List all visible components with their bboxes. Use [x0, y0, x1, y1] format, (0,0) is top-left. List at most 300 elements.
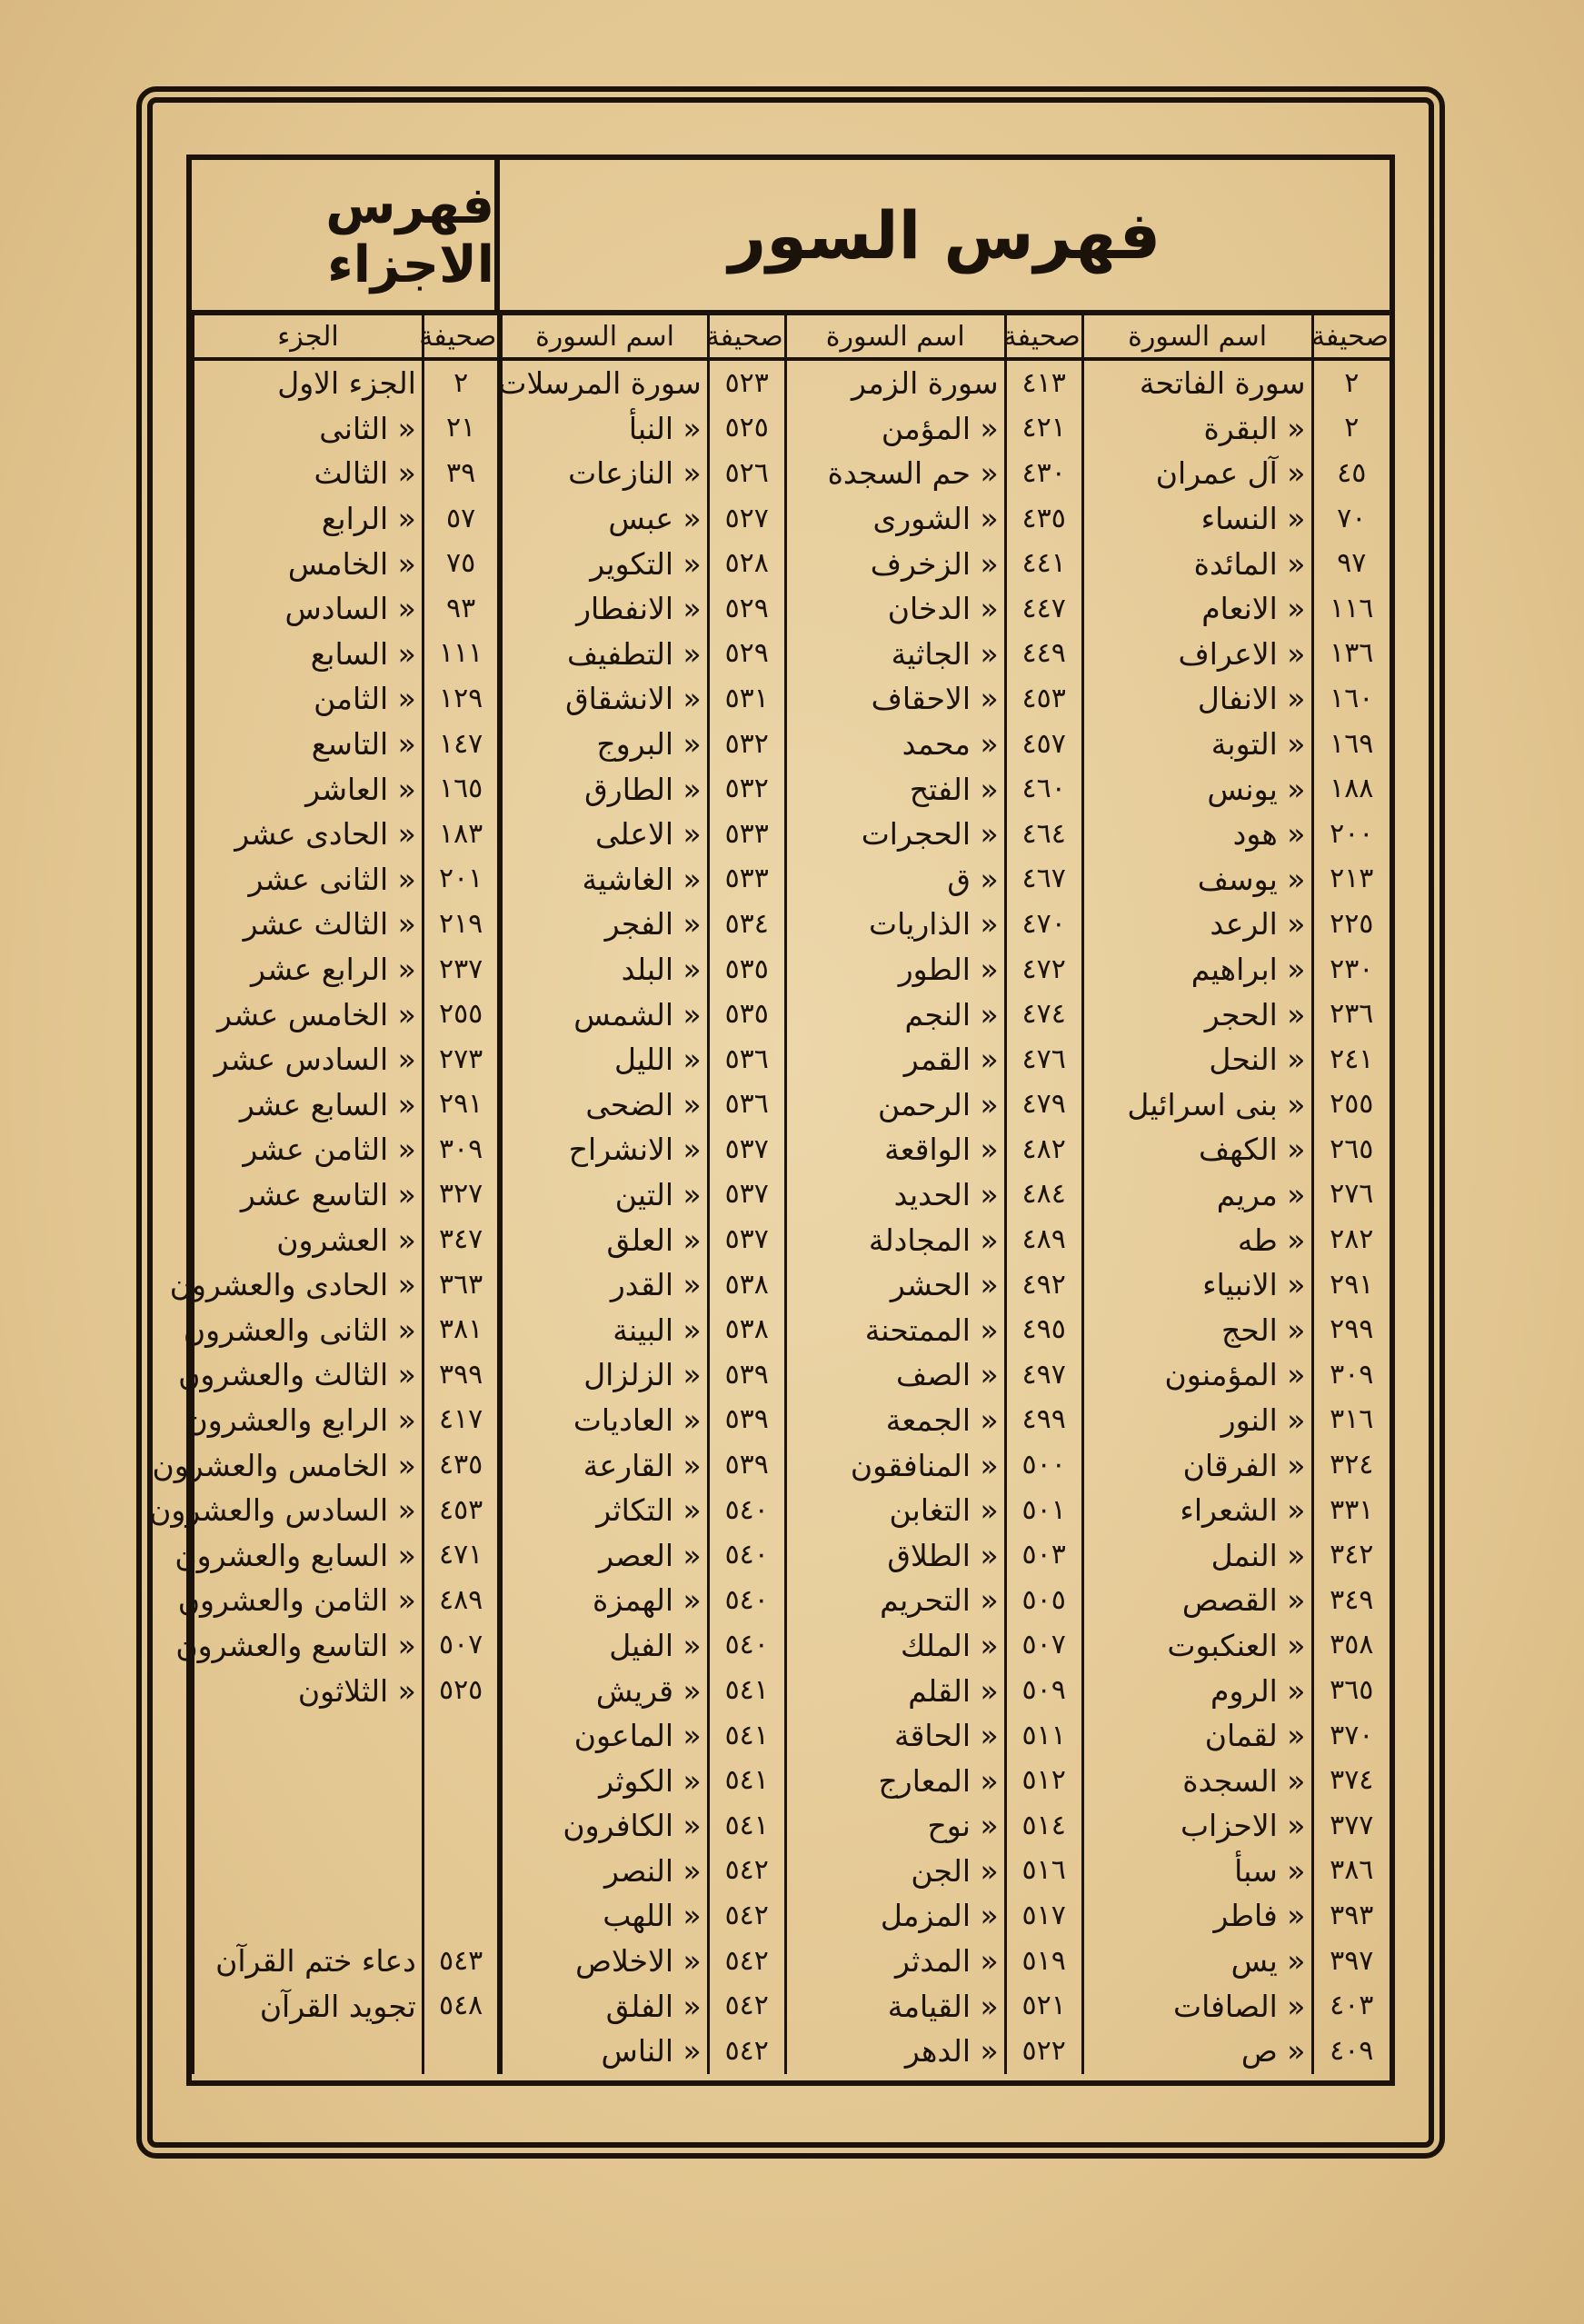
surah-name: « الاحقاف: [785, 676, 1005, 722]
juz-page: [423, 1758, 500, 1803]
surah-page: ٥٢٢: [1005, 2029, 1082, 2074]
surah-page: ٥٣٩: [708, 1352, 785, 1398]
surah-name: « الضحى: [500, 1082, 708, 1128]
surah-page: ٥٣٧: [708, 1217, 785, 1262]
juz-name: « السابع: [194, 632, 423, 677]
surah-name: « الروم: [1082, 1668, 1312, 1713]
surah-name: « المزمل: [785, 1893, 1005, 1939]
surah-name: « الصف: [785, 1352, 1005, 1398]
surah-name: « التكاثر: [500, 1488, 708, 1533]
surah-page: ٥٠١: [1005, 1488, 1082, 1533]
col-page-4: صحيفة: [423, 315, 500, 359]
surah-name: « نوح: [785, 1803, 1005, 1849]
table-row: [194, 902, 1390, 947]
juz-name: « الثانى: [194, 406, 423, 452]
surah-name: « الحشر: [785, 1262, 1005, 1308]
surah-page: ٥٣٢: [708, 766, 785, 812]
surah-page: ٥١١: [1005, 1713, 1082, 1759]
surah-page: ٤٢١: [1005, 406, 1082, 452]
table-row: [194, 722, 1390, 767]
juz-name: الجزء الاول: [194, 359, 423, 406]
surah-name: « عبس: [500, 496, 708, 542]
surah-page: ٣٦٥: [1312, 1668, 1390, 1713]
surah-page: ٥٣٨: [708, 1262, 785, 1308]
surah-page: ٢٢٥: [1312, 902, 1390, 947]
surah-page: ٥٠٧: [1005, 1623, 1082, 1669]
surah-name: « اللهب: [500, 1893, 708, 1939]
juz-page: ٣٢٧: [423, 1172, 500, 1218]
surah-name: « الواقعة: [785, 1127, 1005, 1172]
juz-page: ٥٤٨: [423, 1983, 500, 2029]
juz-name: « الثالث عشر: [194, 902, 423, 947]
juz-name: « السابع عشر: [194, 1082, 423, 1128]
table-row: [194, 1398, 1390, 1443]
surah-page: ٥١٢: [1005, 1758, 1082, 1803]
surah-page: ٩٧: [1312, 541, 1390, 586]
surah-name: « البلد: [500, 947, 708, 992]
surah-name: « القارعة: [500, 1442, 708, 1488]
surah-name: « الرعد: [1082, 902, 1312, 947]
surah-name: « المعارج: [785, 1758, 1005, 1803]
surah-name: « الرحمن: [785, 1082, 1005, 1128]
juz-name: [194, 1893, 423, 1939]
surah-name: « الشورى: [785, 496, 1005, 542]
surah-name: « النصر: [500, 1849, 708, 1894]
surah-page: ٥٢٣: [708, 359, 785, 406]
surah-name: « المدثر: [785, 1939, 1005, 1984]
table-row: [194, 1217, 1390, 1262]
surah-name: « الصافات: [1082, 1983, 1312, 2029]
surah-page: ٢٦٥: [1312, 1127, 1390, 1172]
table-row: [194, 1442, 1390, 1488]
surah-name: « السجدة: [1082, 1758, 1312, 1803]
surah-page: ٤٥٣: [1005, 676, 1082, 722]
surah-page: ٢٩١: [1312, 1262, 1390, 1308]
table-row: [194, 1668, 1390, 1713]
juz-name: « الثالث والعشرون: [194, 1352, 423, 1398]
surah-page: ٤٥: [1312, 451, 1390, 496]
surah-name: « التحريم: [785, 1578, 1005, 1623]
surah-page: ٥٣٧: [708, 1127, 785, 1172]
juz-page: ٢١: [423, 406, 500, 452]
surah-page: ٤٦٤: [1005, 812, 1082, 857]
table-row: [194, 992, 1390, 1037]
surah-name: « الاعلى: [500, 812, 708, 857]
surah-name: « القيامة: [785, 1983, 1005, 2029]
surah-name: « الطارق: [500, 766, 708, 812]
surah-page: ٥٠٣: [1005, 1532, 1082, 1578]
surah-page: ٥٣٣: [708, 857, 785, 903]
surah-name: « النمل: [1082, 1532, 1312, 1578]
surah-name: « النجم: [785, 992, 1005, 1037]
surah-name: « آل عمران: [1082, 451, 1312, 496]
surah-page: ٣١٦: [1312, 1398, 1390, 1443]
juz-index-title: فهرس الاجزاء: [325, 175, 494, 294]
juz-name: « العشرون: [194, 1217, 423, 1262]
juz-page: [423, 1713, 500, 1759]
juz-page: ٥٠٧: [423, 1623, 500, 1669]
surah-page: ٥٢٦: [708, 451, 785, 496]
juz-page: ٢: [423, 359, 500, 406]
surah-name: سورة الزمر: [785, 359, 1005, 406]
juz-name: « العاشر: [194, 766, 423, 812]
surah-name: « الانعام: [1082, 586, 1312, 632]
juz-page: ٣٦٣: [423, 1262, 500, 1308]
surah-page: ٤١٣: [1005, 359, 1082, 406]
surah-page: ٤٥٧: [1005, 722, 1082, 767]
surah-page: ٢٩٩: [1312, 1307, 1390, 1352]
index-frame: [149, 155, 1395, 2086]
juz-name: « الحادى والعشرون: [194, 1262, 423, 1308]
table-row: [194, 541, 1390, 586]
surah-name: « الانشراح: [500, 1127, 708, 1172]
surah-name: « الانبياء: [1082, 1262, 1312, 1308]
table-row: [194, 766, 1390, 812]
juz-page: ٢١٩: [423, 902, 500, 947]
surah-name: « النحل: [1082, 1037, 1312, 1082]
surah-name: « النازعات: [500, 451, 708, 496]
surah-page: ٤٨٩: [1005, 1217, 1082, 1262]
juz-page: ٧٥: [423, 541, 500, 586]
surah-page: ٢٤١: [1312, 1037, 1390, 1082]
juz-page: ٣٨١: [423, 1307, 500, 1352]
surah-name: « فاطر: [1082, 1893, 1312, 1939]
surah-page: ٤٠٩: [1312, 2029, 1390, 2074]
juz-page: ٣٩٩: [423, 1352, 500, 1398]
surah-name: « الانشقاق: [500, 676, 708, 722]
surah-name: « الحاقة: [785, 1713, 1005, 1759]
surah-name: « البروج: [500, 722, 708, 767]
surah-page: ٤٤٧: [1005, 586, 1082, 632]
surah-page: ٥٤٢: [708, 1939, 785, 1984]
surah-page: ٥٣٤: [708, 902, 785, 947]
surah-name: « محمد: [785, 722, 1005, 767]
juz-page: ٢٠١: [423, 857, 500, 903]
surah-name: « العلق: [500, 1217, 708, 1262]
col-juz: الجزء: [194, 315, 423, 359]
surah-page: ٢٧٦: [1312, 1172, 1390, 1218]
surah-name: « الطلاق: [785, 1532, 1005, 1578]
table-row: [194, 359, 1390, 406]
juz-name: تجويد القرآن: [194, 1983, 423, 2029]
surah-page: ٥٤١: [708, 1713, 785, 1759]
surah-page: ٤٧٠: [1005, 902, 1082, 947]
juz-name: « التاسع والعشرون: [194, 1623, 423, 1669]
table-row: [194, 406, 1390, 452]
surah-page: ٥٠٩: [1005, 1668, 1082, 1713]
surah-page: ٥٣٢: [708, 722, 785, 767]
juz-name: « الرابع والعشرون: [194, 1398, 423, 1443]
table-row: [194, 1803, 1390, 1849]
surah-name: « ق: [785, 857, 1005, 903]
surah-page: ٥٣٦: [708, 1082, 785, 1128]
table-row: [194, 1488, 1390, 1533]
surah-page: ٤٠٣: [1312, 1983, 1390, 2029]
surah-name: « المائدة: [1082, 541, 1312, 586]
index-table: [149, 315, 1390, 2074]
surah-name: « الممتحنة: [785, 1307, 1005, 1352]
surah-page: ٥٤٢: [708, 1983, 785, 2029]
juz-page: ٢٣٧: [423, 947, 500, 992]
juz-page: ٢٥٥: [423, 992, 500, 1037]
surah-page: ٤٩٢: [1005, 1262, 1082, 1308]
table-row: [194, 1172, 1390, 1218]
col-surah-1: اسم السورة: [1082, 315, 1312, 359]
table-row: [194, 1578, 1390, 1623]
surah-page: ٥٠٠: [1005, 1442, 1082, 1488]
surah-name: « الليل: [500, 1037, 708, 1082]
surah-name: « النساء: [1082, 496, 1312, 542]
surah-page: ٧٠: [1312, 496, 1390, 542]
surah-page: ٥٣٩: [708, 1398, 785, 1443]
surah-page: ٤٦٧: [1005, 857, 1082, 903]
juz-page: ٤١٧: [423, 1398, 500, 1443]
surah-page: ٣٠٩: [1312, 1352, 1390, 1398]
surah-name: « الزخرف: [785, 541, 1005, 586]
surah-name: « سبأ: [1082, 1849, 1312, 1894]
surah-page: ٣٣١: [1312, 1488, 1390, 1533]
surah-page: ٢: [1312, 359, 1390, 406]
juz-page: ٤٥٣: [423, 1488, 500, 1533]
surah-name: « الجن: [785, 1849, 1005, 1894]
table-row: [194, 1893, 1390, 1939]
surah-page: ٥١٦: [1005, 1849, 1082, 1894]
surah-page: ٢٥٥: [1312, 1082, 1390, 1128]
surah-name: « المؤمن: [785, 406, 1005, 452]
surah-page: ٣٢٤: [1312, 1442, 1390, 1488]
col-page-2: صحيفة: [1005, 315, 1082, 359]
surah-page: ٢٠٠: [1312, 812, 1390, 857]
surah-name: « البقرة: [1082, 406, 1312, 452]
surah-page: ٥٤١: [708, 1758, 785, 1803]
surah-name: « يس: [1082, 1939, 1312, 1984]
juz-name: « التاسع: [194, 722, 423, 767]
surah-page: ١٣٦: [1312, 632, 1390, 677]
juz-page: [423, 1803, 500, 1849]
surah-page: ٥٢١: [1005, 1983, 1082, 2029]
surah-name: « الحجرات: [785, 812, 1005, 857]
table-row: [194, 1849, 1390, 1894]
surah-name: « النبأ: [500, 406, 708, 452]
juz-page: ٣٤٧: [423, 1217, 500, 1262]
surah-page: ٢٨٢: [1312, 1217, 1390, 1262]
surah-page: ٥٤٢: [708, 1849, 785, 1894]
surah-name: « الاحزاب: [1082, 1803, 1312, 1849]
surah-name: « مريم: [1082, 1172, 1312, 1218]
juz-page: ١٤٧: [423, 722, 500, 767]
surah-name: « العصر: [500, 1532, 708, 1578]
surah-page: ٣٤٩: [1312, 1578, 1390, 1623]
col-page-3: صحيفة: [708, 315, 785, 359]
surah-page: ٥٤٠: [708, 1578, 785, 1623]
juz-name: « السادس عشر: [194, 1037, 423, 1082]
surah-page: ٥٠٥: [1005, 1578, 1082, 1623]
surah-name: « العنكبوت: [1082, 1623, 1312, 1669]
juz-page: ١٢٩: [423, 676, 500, 722]
surah-page: ٣٧٧: [1312, 1803, 1390, 1849]
surah-page: ٥٣١: [708, 676, 785, 722]
table-row: [194, 1352, 1390, 1398]
juz-name: [194, 1758, 423, 1803]
juz-name: دعاء ختم القرآن: [194, 1939, 423, 1984]
surah-page: ٤٣٥: [1005, 496, 1082, 542]
table-row: [194, 1127, 1390, 1172]
juz-name: [194, 2029, 423, 2074]
surah-name: « حم السجدة: [785, 451, 1005, 496]
surah-name: « ص: [1082, 2029, 1312, 2074]
surah-page: ٤٧٦: [1005, 1037, 1082, 1082]
surah-page: ٥٢٩: [708, 586, 785, 632]
surah-page: ٥١٩: [1005, 1939, 1082, 1984]
surah-page: ٤٨٢: [1005, 1127, 1082, 1172]
surah-name: « الفيل: [500, 1623, 708, 1669]
juz-name: « الثامن عشر: [194, 1127, 423, 1172]
surah-name: « الذاريات: [785, 902, 1005, 947]
surah-page: ٥٤١: [708, 1803, 785, 1849]
juz-name: « الحادى عشر: [194, 812, 423, 857]
table-row: [194, 812, 1390, 857]
surah-page: ٤٣٠: [1005, 451, 1082, 496]
surah-page: ٢: [1312, 406, 1390, 452]
juz-page: ٥٧: [423, 496, 500, 542]
table-row: [194, 2029, 1390, 2074]
surah-page: ٥١٧: [1005, 1893, 1082, 1939]
surah-page: ٥٣٥: [708, 992, 785, 1037]
surah-name: « التين: [500, 1172, 708, 1218]
surah-page: ٤٦٠: [1005, 766, 1082, 812]
surah-page: ٥٢٩: [708, 632, 785, 677]
surah-name: سورة المرسلات: [500, 359, 708, 406]
surah-page: ٥١٤: [1005, 1803, 1082, 1849]
surah-name: « التطفيف: [500, 632, 708, 677]
table-row: [194, 1758, 1390, 1803]
juz-page: ٢٩١: [423, 1082, 500, 1128]
juz-page: ٣٠٩: [423, 1127, 500, 1172]
surah-name: « الطور: [785, 947, 1005, 992]
surah-name: « يونس: [1082, 766, 1312, 812]
surah-page: ٥٣٧: [708, 1172, 785, 1218]
surah-name: « الهمزة: [500, 1578, 708, 1623]
surah-name: سورة الفاتحة: [1082, 359, 1312, 406]
surah-page: ٣٩٧: [1312, 1939, 1390, 1984]
surah-page: ١١٦: [1312, 586, 1390, 632]
surah-page: ٤٧٤: [1005, 992, 1082, 1037]
table-row: [194, 496, 1390, 542]
surah-page: ٥٣٦: [708, 1037, 785, 1082]
surah-page: ٣٨٦: [1312, 1849, 1390, 1894]
surah-name: « الجمعة: [785, 1398, 1005, 1443]
surah-page: ٢١٣: [1312, 857, 1390, 903]
surah-page: ٥٣٨: [708, 1307, 785, 1352]
juz-page: ٣٩: [423, 451, 500, 496]
surah-page: ٢٣٠: [1312, 947, 1390, 992]
surah-name: « الناس: [500, 2029, 708, 2074]
juz-page: ٥٢٥: [423, 1668, 500, 1713]
surah-page: ١٨٨: [1312, 766, 1390, 812]
surah-name: « الفلق: [500, 1983, 708, 2029]
surah-page: ١٦٠: [1312, 676, 1390, 722]
surah-name: « الدهر: [785, 2029, 1005, 2074]
juz-name: « الثانى والعشرون: [194, 1307, 423, 1352]
table-row: [194, 1082, 1390, 1128]
surah-page: ٤٤٩: [1005, 632, 1082, 677]
surah-page: ٥٤١: [708, 1668, 785, 1713]
surah-page: ٣٤٢: [1312, 1532, 1390, 1578]
table-row: [194, 1037, 1390, 1082]
table-row: [194, 632, 1390, 677]
juz-name: « السابع والعشرون: [194, 1532, 423, 1578]
surah-page: ٤٧٩: [1005, 1082, 1082, 1128]
juz-name: « التاسع عشر: [194, 1172, 423, 1218]
surah-page: ١٦٩: [1312, 722, 1390, 767]
col-page-1: صحيفة: [1312, 315, 1390, 359]
table-row: [194, 676, 1390, 722]
surah-page: ٤٩٧: [1005, 1352, 1082, 1398]
surah-page: ٤٧٢: [1005, 947, 1082, 992]
surah-name: « بنى اسرائيل: [1082, 1082, 1312, 1128]
surah-page: ٢٣٦: [1312, 992, 1390, 1037]
juz-name: « الثامن والعشرون: [194, 1578, 423, 1623]
surah-name: « العاديات: [500, 1398, 708, 1443]
surah-name: « قريش: [500, 1668, 708, 1713]
juz-name: [194, 1849, 423, 1894]
surah-name: « المؤمنون: [1082, 1352, 1312, 1398]
surah-name: « الانفال: [1082, 676, 1312, 722]
surah-name: « الشعراء: [1082, 1488, 1312, 1533]
juz-page: ٩٣: [423, 586, 500, 632]
surah-page: ٥٢٥: [708, 406, 785, 452]
juz-page: ٥٤٣: [423, 1939, 500, 1984]
surah-name: « الفرقان: [1082, 1442, 1312, 1488]
surah-index-title: فهرس السور: [494, 160, 1390, 310]
juz-page: [423, 2029, 500, 2074]
surah-name: « الملك: [785, 1623, 1005, 1669]
juz-name: « الثامن: [194, 676, 423, 722]
juz-page: ١٨٣: [423, 812, 500, 857]
juz-name: « الثانى عشر: [194, 857, 423, 903]
surah-name: « الجاثية: [785, 632, 1005, 677]
juz-name: « الثلاثون: [194, 1668, 423, 1713]
surah-name: « ابراهيم: [1082, 947, 1312, 992]
surah-name: « الحج: [1082, 1307, 1312, 1352]
surah-name: « يوسف: [1082, 857, 1312, 903]
juz-name: « السادس: [194, 586, 423, 632]
table-row: [194, 947, 1390, 992]
surah-page: ٤٨٤: [1005, 1172, 1082, 1218]
surah-name: « الفتح: [785, 766, 1005, 812]
header-labels-row: [194, 315, 1390, 359]
surah-page: ٥٤٠: [708, 1488, 785, 1533]
surah-name: « الماعون: [500, 1713, 708, 1759]
surah-page: ٥٤٠: [708, 1623, 785, 1669]
juz-page: ١١١: [423, 632, 500, 677]
surah-name: « الاخلاص: [500, 1939, 708, 1984]
surah-page: ٥٢٨: [708, 541, 785, 586]
surah-page: ٥٣٩: [708, 1442, 785, 1488]
surah-page: ٣٩٣: [1312, 1893, 1390, 1939]
header-row: [192, 160, 1390, 315]
juz-name: « الرابع: [194, 496, 423, 542]
juz-page: [423, 1893, 500, 1939]
juz-page: [423, 1849, 500, 1894]
surah-page: ٣٥٨: [1312, 1623, 1390, 1669]
juz-name: « الخامس عشر: [194, 992, 423, 1037]
juz-name: « الرابع عشر: [194, 947, 423, 992]
surah-name: « النور: [1082, 1398, 1312, 1443]
juz-page: ٤٣٥: [423, 1442, 500, 1488]
surah-name: « الزلزال: [500, 1352, 708, 1398]
surah-name: « المنافقون: [785, 1442, 1005, 1488]
